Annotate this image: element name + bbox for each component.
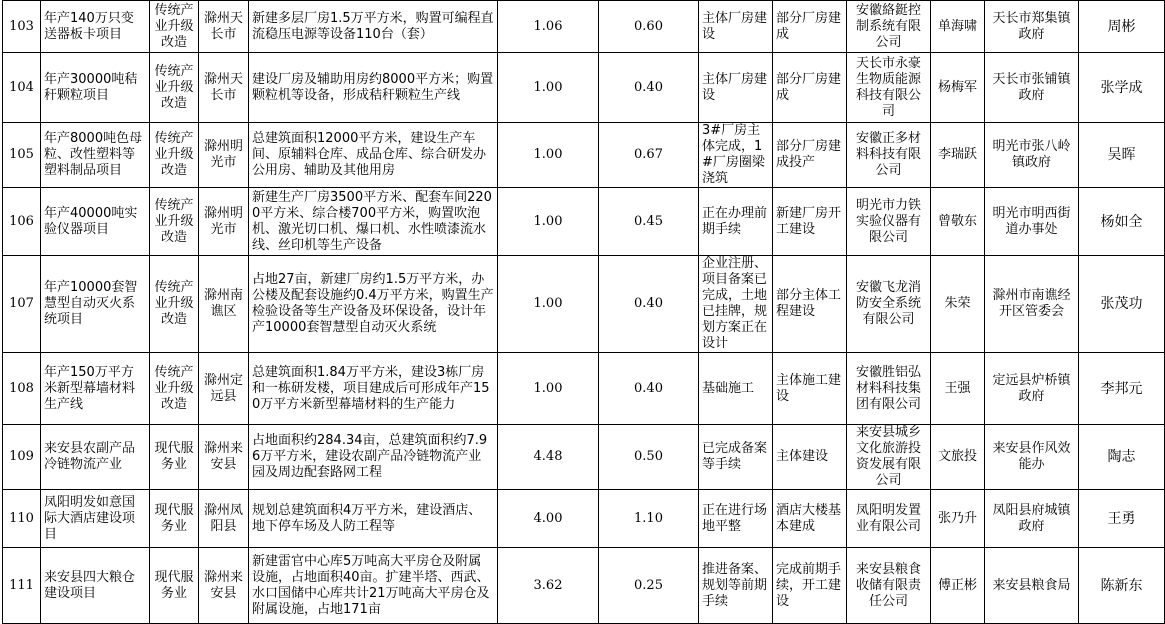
table-row: [3, 353, 1165, 425]
row-number: 111: [3, 548, 41, 624]
construction-content: 总建筑面积1.84万平方米，建设3栋厂房和一栋研发楼，项目建成后可形成年产150万平方米新型幕墙材料的生产能力: [249, 353, 498, 425]
planned-investment: 0.40: [599, 53, 699, 123]
project-type: 现代服务业: [150, 490, 199, 548]
responsible-government: 来安县粮食局: [985, 548, 1079, 624]
planned-investment: 0.50: [599, 425, 699, 490]
responsible-government: 天长市张铺镇政府: [985, 53, 1079, 123]
responsible-leader: 张茂功: [1079, 256, 1165, 353]
responsible-company: 凤阳明发置业有限公司: [847, 490, 931, 548]
table-row: [3, 53, 1165, 123]
project-location: 滁州凤阳县: [199, 490, 249, 548]
row-number: 109: [3, 425, 41, 490]
annual-goal: 酒店大楼基本建成: [773, 490, 847, 548]
row-number: 106: [3, 188, 41, 256]
row-number: 108: [3, 353, 41, 425]
project-type: 传统产业升级改造: [150, 53, 199, 123]
responsible-government: 明光市张八岭镇政府: [985, 123, 1079, 188]
responsible-government: 滁州市南谯经开区管委会: [985, 256, 1079, 353]
project-type: 传统产业升级改造: [150, 123, 199, 188]
annual-goal: 部分厂房建成: [773, 1, 847, 53]
construction-content: 新建生产厂房3500平方米、配套车间2200平方米、综合楼700平方米，购置吹泡机、激光切口机、爆口机、水性喷漆流水线、丝印机等生产设备: [249, 188, 498, 256]
total-investment: 1.00: [498, 188, 599, 256]
table-row: [3, 1, 1165, 53]
project-name: 年产8000吨色母粒、改性塑料等塑料制品项目: [41, 123, 150, 188]
first-quarter-progress: 3#厂房主体完成，1#厂房圈梁浇筑: [699, 123, 773, 188]
company-contact: 王强: [931, 353, 985, 425]
company-contact: 文旅投: [931, 425, 985, 490]
planned-investment: 0.40: [599, 256, 699, 353]
first-quarter-progress: 推进备案、规划等前期手续: [699, 548, 773, 624]
first-quarter-progress: 主体厂房建设: [699, 1, 773, 53]
table-row: [3, 548, 1165, 624]
project-type: 传统产业升级改造: [150, 188, 199, 256]
project-name: 来安县农副产品冷链物流产业: [41, 425, 150, 490]
responsible-leader: 吴晖: [1079, 123, 1165, 188]
project-table: [2, 0, 1165, 624]
responsible-company: 安徽絡鋌控制系统有限公司: [847, 1, 931, 53]
first-quarter-progress: 正在办理前期手续: [699, 188, 773, 256]
total-investment: 1.00: [498, 123, 599, 188]
annual-goal: 部分厂房建成: [773, 53, 847, 123]
company-contact: 李瑞跃: [931, 123, 985, 188]
row-number: 104: [3, 53, 41, 123]
total-investment: 4.00: [498, 490, 599, 548]
project-name: 年产150万平方米新型幕墙材料生产线: [41, 353, 150, 425]
responsible-government: 定远县炉桥镇政府: [985, 353, 1079, 425]
annual-goal: 部分主体工程建设: [773, 256, 847, 353]
construction-content: 占地面积约284.34亩，总建筑面积约7.96万平方米，建设农副产品冷链物流产业园及周边配套路网工程: [249, 425, 498, 490]
project-name: 年产40000吨实验仪器项目: [41, 188, 150, 256]
responsible-leader: 李邦元: [1079, 353, 1165, 425]
company-contact: 单海啸: [931, 1, 985, 53]
planned-investment: 0.67: [599, 123, 699, 188]
project-location: 滁州明光市: [199, 123, 249, 188]
responsible-government: 天长市郑集镇政府: [985, 1, 1079, 53]
responsible-leader: 陶志: [1079, 425, 1165, 490]
construction-content: 总建筑面积12000平方米，建设生产车间、原辅料仓库、成品仓库、综合研发办公用房、辅助及其他用房: [249, 123, 498, 188]
project-type: 现代服务业: [150, 425, 199, 490]
row-number: 103: [3, 1, 41, 53]
project-location: 滁州定远县: [199, 353, 249, 425]
first-quarter-progress: 基础施工: [699, 353, 773, 425]
planned-investment: 0.40: [599, 353, 699, 425]
responsible-company: 来安县粮食收储有限责任公司: [847, 548, 931, 624]
total-investment: 3.62: [498, 548, 599, 624]
responsible-company: 天长市永豪生物质能源科技有限公司: [847, 53, 931, 123]
annual-goal: 新建厂房开工建设: [773, 188, 847, 256]
project-type: 传统产业升级改造: [150, 1, 199, 53]
table-row: [3, 123, 1165, 188]
project-location: 滁州明光市: [199, 188, 249, 256]
first-quarter-progress: 正在进行场地平整: [699, 490, 773, 548]
planned-investment: 1.10: [599, 490, 699, 548]
construction-content: 规划总建筑面积4万平方米，建设酒店、地下停车场及人防工程等: [249, 490, 498, 548]
annual-goal: 主体建设: [773, 425, 847, 490]
project-location: 滁州来安县: [199, 425, 249, 490]
company-contact: 张乃升: [931, 490, 985, 548]
project-type: 传统产业升级改造: [150, 353, 199, 425]
responsible-company: 明光市力铁实验仪器有限公司: [847, 188, 931, 256]
total-investment: 1.06: [498, 1, 599, 53]
first-quarter-progress: 企业注册、项目备案已完成，土地已挂牌，规划方案正在设计: [699, 256, 773, 353]
first-quarter-progress: 已完成备案等手续: [699, 425, 773, 490]
total-investment: 1.00: [498, 353, 599, 425]
project-type: 传统产业升级改造: [150, 256, 199, 353]
company-contact: 曾敬东: [931, 188, 985, 256]
responsible-leader: 周彬: [1079, 1, 1165, 53]
total-investment: 1.00: [498, 256, 599, 353]
row-number: 105: [3, 123, 41, 188]
project-name: 来安县四大粮仓建设项目: [41, 548, 150, 624]
first-quarter-progress: 主体厂房建设: [699, 53, 773, 123]
annual-goal: 主体施工建设: [773, 353, 847, 425]
company-contact: 杨梅军: [931, 53, 985, 123]
responsible-company: 安徽正多材料科技有限公司: [847, 123, 931, 188]
construction-content: 建设厂房及辅助用房约8000平方米；购置颗粒机等设备，形成秸秆颗粒生产线: [249, 53, 498, 123]
responsible-company: 安徽胜铝弘材料科技集团有限公司: [847, 353, 931, 425]
table-row: [3, 188, 1165, 256]
total-investment: 4.48: [498, 425, 599, 490]
responsible-leader: 陈新东: [1079, 548, 1165, 624]
responsible-government: 来安县作风效能办: [985, 425, 1079, 490]
project-name: 年产30000吨秸秆颗粒项目: [41, 53, 150, 123]
row-number: 107: [3, 256, 41, 353]
project-type: 现代服务业: [150, 548, 199, 624]
project-name: 凤阳明发如意国际大酒店建设项目: [41, 490, 150, 548]
responsible-company: 安徽飞龙消防安全系统有限公司: [847, 256, 931, 353]
project-location: 滁州南谯区: [199, 256, 249, 353]
table-row: [3, 490, 1165, 548]
annual-goal: 完成前期手续，开工建设: [773, 548, 847, 624]
project-location: 滁州天长市: [199, 1, 249, 53]
responsible-government: 明光市明西街道办事处: [985, 188, 1079, 256]
responsible-company: 来安县城乡文化旅游投资发展有限公司: [847, 425, 931, 490]
planned-investment: 0.25: [599, 548, 699, 624]
project-location: 滁州来安县: [199, 548, 249, 624]
construction-content: 新建雷官中心库5万吨高大平房仓及附属设施，占地面积40亩。扩建半塔、西武、水口国储中心库共计21万吨高大平房仓及附属设施，占地171亩: [249, 548, 498, 624]
company-contact: 傅正彬: [931, 548, 985, 624]
responsible-leader: 张学成: [1079, 53, 1165, 123]
construction-content: 占地27亩，新建厂房约1.5万平方米，办公楼及配套设施约0.4万平方米，购置生产检验设备等生产设备及环保设备，设计年产10000套智慧型自动灭火系统: [249, 256, 498, 353]
row-number: 110: [3, 490, 41, 548]
table-row: [3, 425, 1165, 490]
planned-investment: 0.60: [599, 1, 699, 53]
annual-goal: 部分厂房建成投产: [773, 123, 847, 188]
responsible-leader: 杨如全: [1079, 188, 1165, 256]
project-name: 年产10000套智慧型自动灭火系统项目: [41, 256, 150, 353]
construction-content: 新建多层厂房1.5万平方米，购置可编程直流稳压电源等设备110台（套）: [249, 1, 498, 53]
responsible-government: 凤阳县府城镇政府: [985, 490, 1079, 548]
planned-investment: 0.45: [599, 188, 699, 256]
total-investment: 1.00: [498, 53, 599, 123]
project-location: 滁州天长市: [199, 53, 249, 123]
company-contact: 朱荣: [931, 256, 985, 353]
project-name: 年产140万只变送器板卡项目: [41, 1, 150, 53]
table-row: [3, 256, 1165, 353]
responsible-leader: 王勇: [1079, 490, 1165, 548]
